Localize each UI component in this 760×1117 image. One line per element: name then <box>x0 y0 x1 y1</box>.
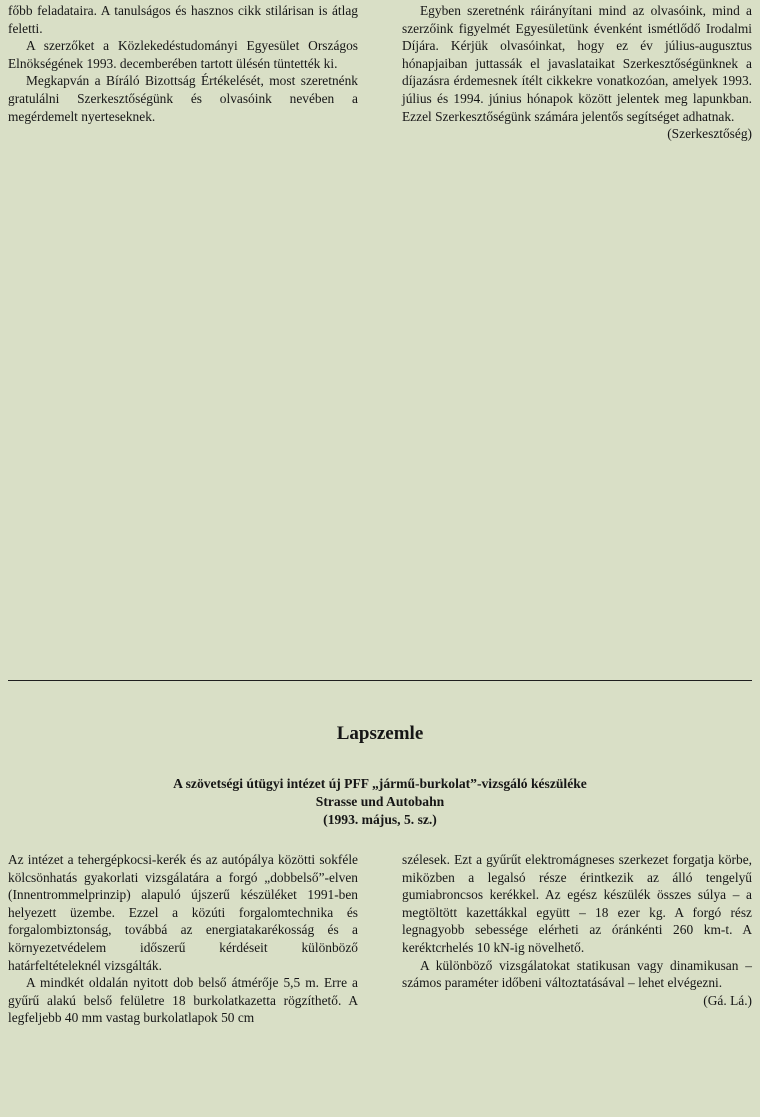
paragraph: főbb feladataira. A tanulságos és hasznos cikk stilárisan is átlag feletti. <box>8 3 358 36</box>
paragraph: Az intézet a tehergépkocsi-kerék és az autópálya közötti sokféle kölcsönhatás gyakorlati vizsgálatára a forgó „dobbelső”-elven (Innentrommelprinzip) alapuló újszerű készüléket 1991-ben helyezett üzembe. Ezzel a közúti forgalomtechnika és forgalombiztonság, továbbá az energiatakarékosság és a környezetvédelem időszerű kérdéseit különböző határfeltételeknél vizsgálták. <box>8 852 358 973</box>
paragraph: Egyben szeretnénk ráirányítani mind az olvasóink, mind a szerzőink figyelmét Egyesületünk évenként ismétlődő Irodalmi Díjára. Kérjük olvasóinkat, hogy ez év július-augusztus hónapjaiban juttassák el javaslataikat Szerkesztőségünknek a díjazásra érdemesnek ítélt cikkekre vonatkozóan, amelyek 1993. július és 1994. június hónapok között jelentek meg lapunkban. Ezzel Szerkesztőségünk számára jelentős segítséget adhatnak. <box>402 3 752 124</box>
signature: (Gá. Lá.) <box>703 992 752 1008</box>
paragraph: A szerzőket a Közlekedéstudományi Egyesület Országos Elnökségének 1993. decemberében tartott ülésén tüntették ki. <box>8 38 358 71</box>
article-source: Strasse und Autobahn <box>315 794 445 809</box>
section-divider <box>8 680 752 681</box>
signature: (Szerkesztőség) <box>667 126 752 142</box>
section-title: Lapszemle <box>336 723 424 744</box>
paragraph: Megkapván a Bíráló Bizottság Értékelését, most szeretnénk gratulálni Szerkesztőségünk és olvasóink nevében a megérdemelt nyerteseknek. <box>8 73 358 124</box>
paragraph: A mindkét oldalán nyitott dob belső átmérője 5,5 m. Erre a gyűrű alakú belső felületre 18 burkolatkazetta rögzíthető. A legfeljebb 40 mm vastag burkolatlapok 50 cm <box>8 975 358 1026</box>
paragraph: A különböző vizsgálatokat statikusan vagy dinamikusan – számos paraméter időbeni változtatásával – lehet elvégezni. <box>402 957 752 991</box>
article-heading <box>0 775 760 829</box>
article-title: A szövetségi útügyi intézet új PFF „jármű-burkolat”-vizsgáló készüléke <box>173 776 587 791</box>
bottom-right-column <box>402 851 752 1009</box>
top-left-column <box>8 2 358 125</box>
top-right-column <box>402 2 752 143</box>
paragraph: szélesek. Ezt a gyűrűt elektromágneses szerkezet forgatja körbe, miközben a legalsó része érintkezik az álló tengelyű gumiabroncsos kerékkel. Az egész készülék összes súlya – a megtöltött kazettákkal együtt – 18 ezer kg. A forgó rész legnagyobb sebessége elérheti az óránkénti 260 km-t. A keréktcrhelés 10 kN-ig növelhető. <box>402 852 752 955</box>
bottom-left-column <box>8 851 358 1027</box>
article-issue: (1993. május, 5. sz.) <box>323 812 437 827</box>
